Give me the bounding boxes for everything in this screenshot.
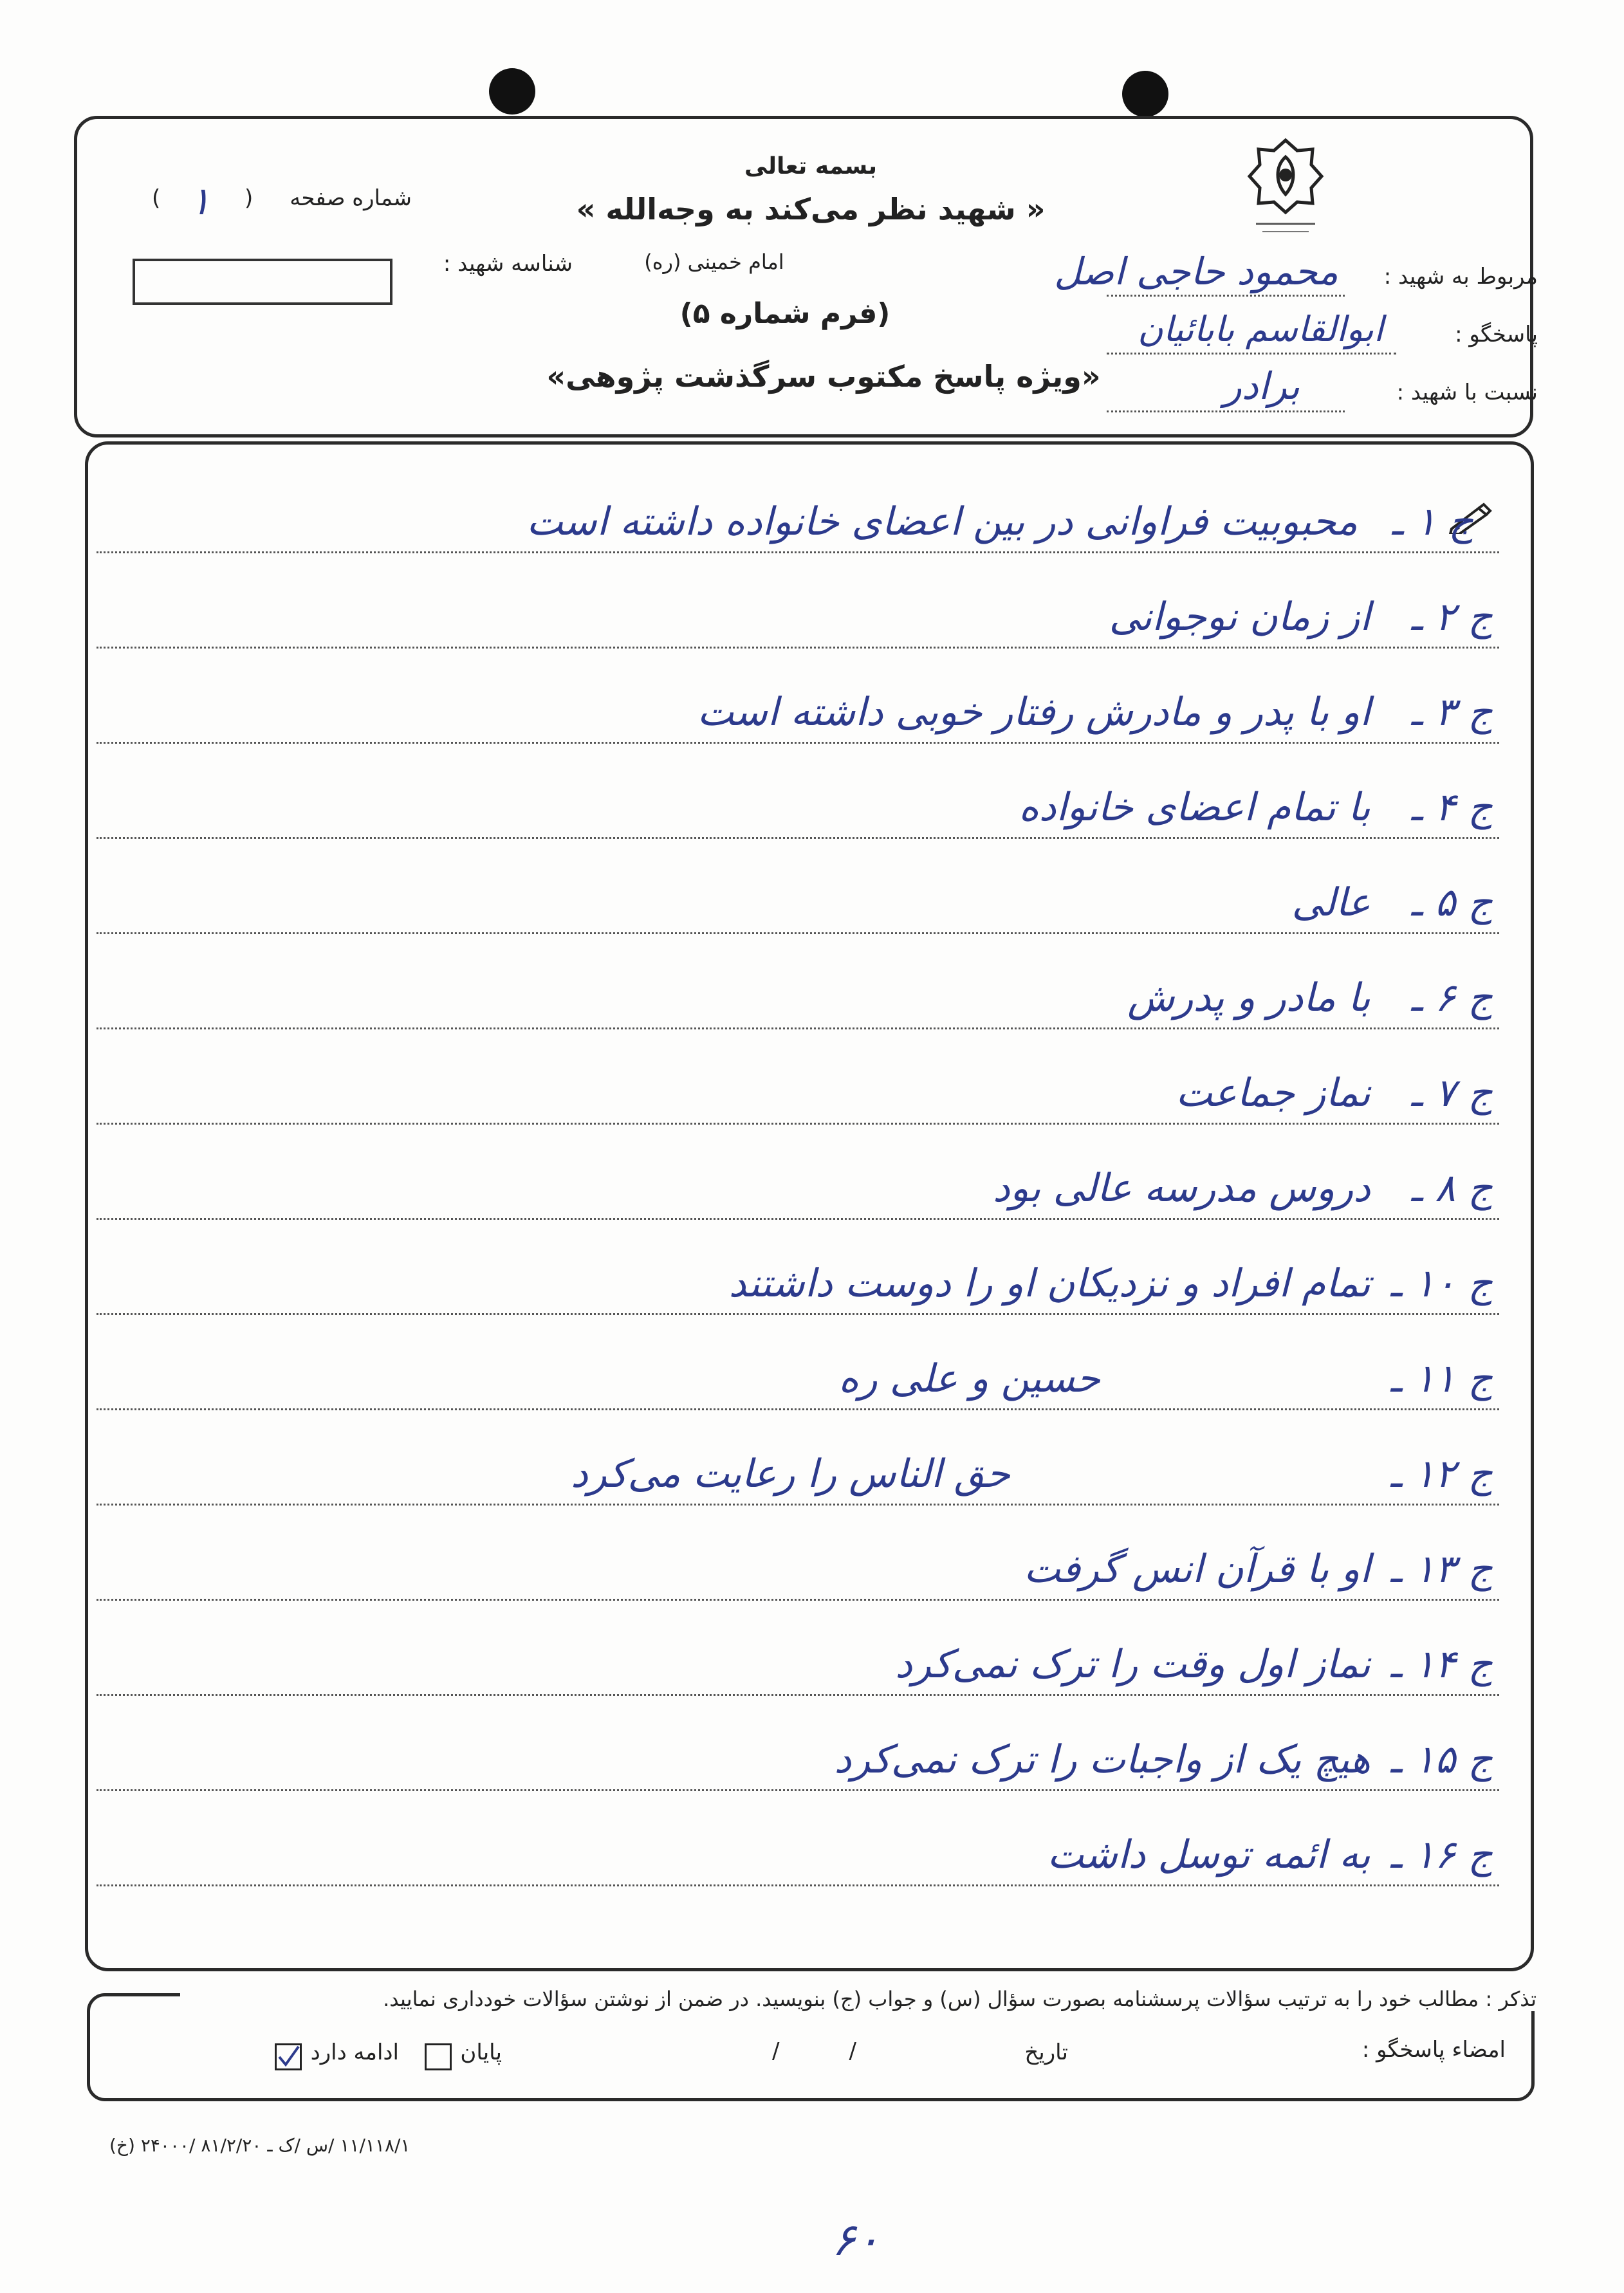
continues-option[interactable] — [245, 2040, 399, 2072]
answer-text: نماز اول وقت را ترک نمی‌کرد — [895, 1642, 1370, 1687]
related-martyr-label: مربوط به شهید : — [1383, 264, 1538, 290]
page-number-label: شماره صفحه — [290, 185, 412, 211]
answer-line[interactable] — [97, 1410, 1499, 1506]
answer-line[interactable] — [97, 934, 1499, 1029]
answer-text: از زمان نوجوانی — [1109, 594, 1370, 640]
answer-label: ج ۶ ـ — [1411, 975, 1493, 1020]
date-label: تاریخ — [1024, 2040, 1068, 2065]
end-option[interactable] — [399, 2040, 502, 2072]
answer-label: ج ۲ ـ — [1411, 594, 1493, 640]
answer-text: محبوبیت فراوانی در بین اعضای خانواده داشته است — [526, 499, 1358, 544]
punch-hole-right — [1122, 71, 1168, 117]
end-checkbox[interactable] — [425, 2043, 452, 2070]
signature-label: امضاء پاسخگو : — [1361, 2037, 1506, 2063]
page-number-open: ( — [245, 185, 254, 211]
continues-checkbox[interactable] — [275, 2043, 302, 2070]
answer-line[interactable] — [97, 458, 1499, 553]
answer-label: ج ۸ ـ — [1411, 1166, 1493, 1211]
answer-label: ج ۱۲ ـ — [1390, 1451, 1493, 1496]
form-subtitle: «ویژه پاسخ مکتوب سرگذشت پژوهی» — [546, 359, 1101, 394]
related-martyr-value: محمود حاجی اصل — [1054, 250, 1338, 293]
relation-row — [1107, 360, 1538, 418]
answer-line[interactable] — [97, 553, 1499, 649]
answer-line[interactable] — [97, 839, 1499, 934]
answer-label: ج ۱۴ ـ — [1390, 1642, 1493, 1687]
answer-text: با مادر و پدرش — [1127, 975, 1370, 1020]
check-icon — [277, 2045, 300, 2068]
answer-label: ج ۱۰ ـ — [1390, 1261, 1493, 1306]
answer-label: ج ۱۳ ـ — [1390, 1547, 1493, 1592]
end-label: پایان — [460, 2040, 502, 2065]
answer-text: هیچ یک از واجبات را ترک نمی‌کرد — [834, 1737, 1370, 1782]
answer-label: ج ۳ ـ — [1411, 690, 1493, 735]
page-number-field — [142, 179, 412, 230]
bismillah: بسمه تعالی — [744, 153, 877, 180]
answer-text: حق الناس را رعایت می‌کرد — [571, 1451, 1010, 1496]
answer-text: تمام افراد و نزدیکان او را دوست داشتند — [728, 1261, 1370, 1306]
answer-line[interactable] — [97, 1791, 1499, 1886]
form-code: ۱۱/۱۱۸/۱ /س /ک ـ ۸۱/۲/۲۰ /۲۴۰۰۰ (خ) — [109, 2135, 411, 2156]
organization-logo — [1247, 135, 1324, 244]
answer-text: دروس مدرسه عالی بود — [993, 1166, 1370, 1211]
answer-line[interactable] — [97, 744, 1499, 839]
respondent-label: پاسخگو : — [1455, 322, 1538, 347]
answer-line[interactable] — [97, 1220, 1499, 1315]
answer-line[interactable] — [97, 1029, 1499, 1125]
answer-line[interactable] — [97, 649, 1499, 744]
date-separators: / / — [772, 2038, 856, 2064]
answer-label: ج ۱۶ ـ — [1390, 1832, 1493, 1877]
answer-label: ج ۵ ـ — [1411, 880, 1493, 925]
answer-line[interactable] — [97, 1315, 1499, 1410]
reminder-text: تذکر : مطالب خود را به ترتیب سؤالات پرسشنامه بصورت سؤال (س) و جواب (ج) بنویسید. در ضمن از نوشتن سؤالات خودداری نمایید. — [180, 1987, 1544, 2011]
answer-text: نماز جماعت — [1176, 1071, 1370, 1116]
answer-line[interactable] — [97, 1125, 1499, 1220]
punch-hole-left — [489, 68, 535, 115]
respondent-value: ابوالقاسم بابائیان — [1138, 309, 1383, 349]
answer-text: با تمام اعضای خانواده — [1019, 785, 1370, 830]
answer-label: ج ۱۵ ـ — [1390, 1737, 1493, 1782]
answer-label: ج ۱۱ ـ — [1390, 1356, 1493, 1401]
answer-label: ج ۱ ـ — [1392, 499, 1473, 544]
answer-text: او با قرآن انس گرفت — [1024, 1547, 1370, 1592]
answer-text: او با پدر و مادرش رفتار خوبی داشته است — [697, 690, 1370, 735]
answer-text: به ائمه توسل داشت — [1047, 1832, 1370, 1877]
page-number-value: ۱ — [190, 179, 211, 224]
continues-label: ادامه دارد — [310, 2040, 399, 2065]
answer-line[interactable] — [97, 1696, 1499, 1791]
answer-line[interactable] — [97, 1506, 1499, 1601]
relation-label: نسبت با شهید : — [1396, 380, 1538, 405]
form-number: (فرم شماره ۵) — [679, 297, 890, 330]
quote-source: امام خمینی (ره) — [644, 250, 784, 274]
answer-text: عالی — [1291, 880, 1370, 925]
handwritten-page-number: ۶۰ — [831, 2213, 880, 2266]
martyr-id-label: شناسه شهید : — [443, 251, 573, 277]
answer-text: حسین و علی ره — [838, 1356, 1100, 1401]
related-martyr-row — [1054, 244, 1538, 302]
page-number-close: ) — [152, 185, 161, 211]
respondent-row — [1107, 302, 1538, 360]
answer-label: ج ۷ ـ — [1411, 1071, 1493, 1116]
answer-label: ج ۴ ـ — [1411, 785, 1493, 830]
header-quote: « شهید نظر می‌کند به وجه‌الله » — [576, 192, 1046, 226]
martyr-id-box[interactable] — [133, 259, 392, 305]
answer-line[interactable] — [97, 1601, 1499, 1696]
relation-value: برادر — [1223, 364, 1300, 408]
